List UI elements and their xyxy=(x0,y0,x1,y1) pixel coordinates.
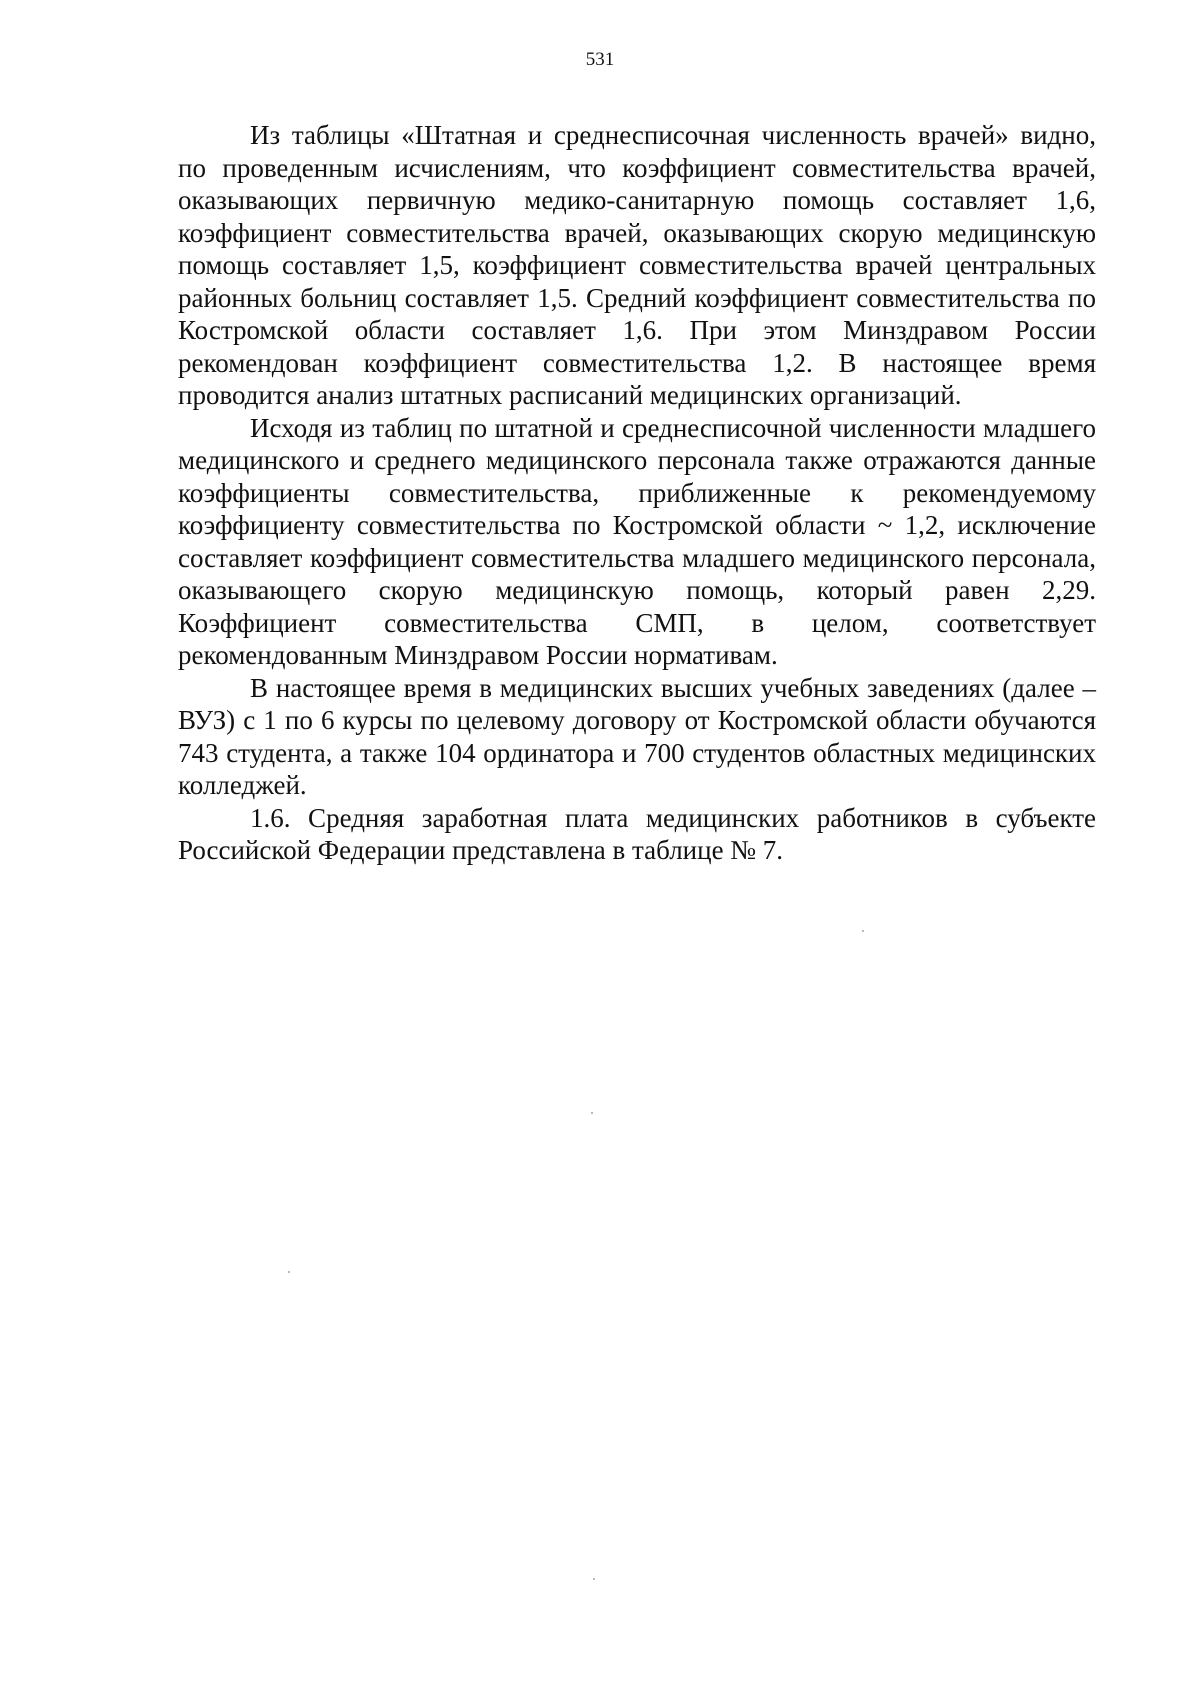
paragraph-staffing-doctors: Из таблицы «Штатная и среднесписочная численность врачей» видно, по проведенным исчислениям, что коэффициент совместительства врачей, оказывающих первичную медико-санитарную помощь составляет 1,6, коэффициент совместительства врачей, оказывающих скорую медицинскую помощь составляет 1,5, коэффициент совместительства врачей центральных районных больниц составляет 1,5. Средний коэффициент совместительства по Костромской области составляет 1,6. При этом Минздравом России рекомендован коэффициент совместительства 1,2. В настоящее время проводится анализ штатных расписаний медицинских организаций. xyxy=(178,120,1096,410)
paragraph-salary-reference: 1.6. Средняя заработная плата медицинских работников в субъекте Российской Федерации представлена в таблице № 7. xyxy=(178,802,1096,865)
paragraph-staffing-nurses: Исходя из таблиц по штатной и среднесписочной численности младшего медицинского и среднего медицинского персонала также отражаются данные коэффициенты совместительства, приближенные к рекомендуемому коэффициенту совместительства по Костромской области ~ 1,2, исключение составляет коэффициент совместительства младшего медицинского персонала, оказывающего скорую медицинскую помощь, который равен 2,29. Коэффициент совместительства СМП, в целом, соответствует рекомендованным Минздравом России нормативам. xyxy=(178,412,1096,670)
paragraph-students: В настоящее время в медицинских высших учебных заведениях (далее – ВУЗ) с 1 по 6 курсы по целевому договору от Костромской области обучаются 743 студента, а также 104 ординатора и 700 студентов областных медицинских колледжей. xyxy=(178,672,1096,800)
scan-speck xyxy=(288,1271,290,1273)
scan-speck xyxy=(593,1578,595,1580)
scan-speck xyxy=(862,930,864,932)
scan-speck xyxy=(591,1112,593,1114)
document-body xyxy=(178,119,1096,867)
page-number: 531 xyxy=(585,49,615,70)
